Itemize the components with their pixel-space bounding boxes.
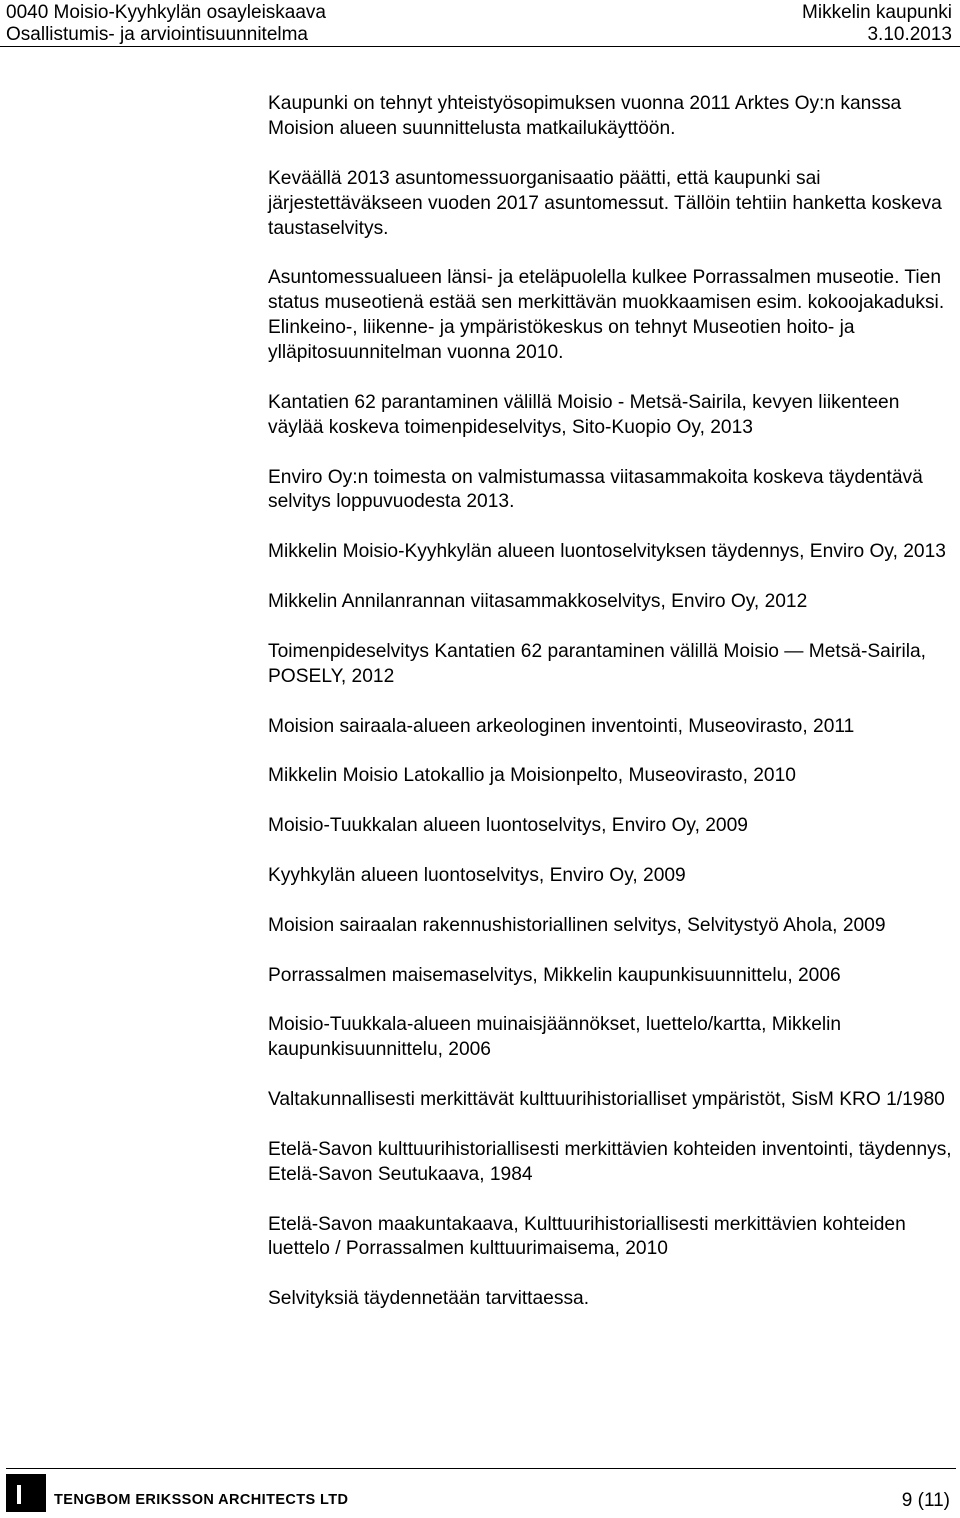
page-number: 9 (11) (901, 1490, 950, 1511)
document-body (268, 92, 952, 1337)
page-header (0, 0, 960, 47)
paragraph: Kyyhkylän alueen luontoselvitys, Enviro Oy, 2009 (268, 864, 686, 886)
paragraph: Mikkelin Annilanrannan viitasammakkoselvitys, Enviro Oy, 2012 (268, 591, 808, 613)
paragraph: Valtakunnallisesti merkittävät kulttuurihistorialliset ympäristöt, SisM KRO 1/1980 (268, 1089, 945, 1111)
paragraph: Moisio-Tuukkalan alueen luontoselvitys, Enviro Oy, 2009 (268, 815, 748, 837)
document-title: 0040 Moisio-Kyyhkylän osayleiskaava (6, 2, 326, 23)
paragraph: Toimenpideselvitys Kantatien 62 parantaminen välillä Moisio — Metsä-Sairila, POSELY, 2012 (268, 640, 927, 687)
paragraph: Moision sairaalan rakennushistoriallinen selvitys, Selvitystyö Ahola, 2009 (268, 914, 886, 936)
paragraph: Selvityksiä täydennetään tarvittaessa. (268, 1288, 590, 1310)
paragraph: Mikkelin Moisio Latokallio ja Moisionpelto, Museovirasto, 2010 (268, 765, 796, 787)
paragraph: Porrassalmen maisemaselvitys, Mikkelin kaupunkisuunnittelu, 2006 (268, 964, 841, 986)
document-type: Osallistumis- ja arviointisuunnitelma (6, 24, 308, 45)
paragraph: Mikkelin Moisio-Kyyhkylän alueen luontoselvityksen täydennys, Enviro Oy, 2013 (268, 541, 946, 563)
footer-divider (6, 1468, 956, 1469)
paragraph: Moision sairaala-alueen arkeologinen inventointi, Museovirasto, 2011 (268, 715, 855, 737)
paragraph: Asuntomessualueen länsi- ja eteläpuolella kulkee Porrassalmen museotie. Tien status museotienä estää sen merkittävän muokkaamisen esim. kokoojakaduksi. Elinkeino-, liikenne- ja ympäristökeskus on tehnyt Museotien hoito- ja ylläpitosuunnitelman vuonna 2010. (268, 267, 945, 364)
company-name: TENGBOM ERIKSSON ARCHITECTS LTD (54, 1492, 349, 1508)
company-logo-icon (6, 1474, 46, 1512)
paragraph: Etelä-Savon maakuntakaava, Kulttuurihistoriallisesti merkittävien kohteiden luettelo / Porrassalmen kulttuurimaisema, 2010 (268, 1213, 906, 1260)
paragraph: Etelä-Savon kulttuurihistoriallisesti merkittävien kohteiden inventointi, täydennys, Etelä-Savon Seutukaava, 1984 (268, 1138, 952, 1185)
paragraph: Keväällä 2013 asuntomessuorganisaatio päätti, että kaupunki sai järjestettäväkseen vuoden 2017 asuntomessut. Tällöin tehtiin hanketta koskeva taustaselvitys. (268, 167, 942, 239)
paragraph: Moisio-Tuukkala-alueen muinaisjäännökset, luettelo/kartta, Mikkelin kaupunkisuunnittelu, 2006 (268, 1014, 842, 1061)
paragraph: Kantatien 62 parantaminen välillä Moisio - Metsä-Sairila, kevyen liikenteen väylää koskeva toimenpideselvitys, Sito-Kuopio Oy, 2013 (268, 391, 900, 438)
document-date: 3.10.2013 (867, 24, 952, 45)
organization-name: Mikkelin kaupunki (802, 2, 952, 23)
paragraph: Enviro Oy:n toimesta on valmistumassa viitasammakoita koskeva täydentävä selvitys loppuvuodesta 2013. (268, 466, 923, 513)
paragraph: Kaupunki on tehnyt yhteistyösopimuksen vuonna 2011 Arktes Oy:n kanssa Moision alueen suunnittelusta matkailukäyttöön. (268, 93, 902, 139)
